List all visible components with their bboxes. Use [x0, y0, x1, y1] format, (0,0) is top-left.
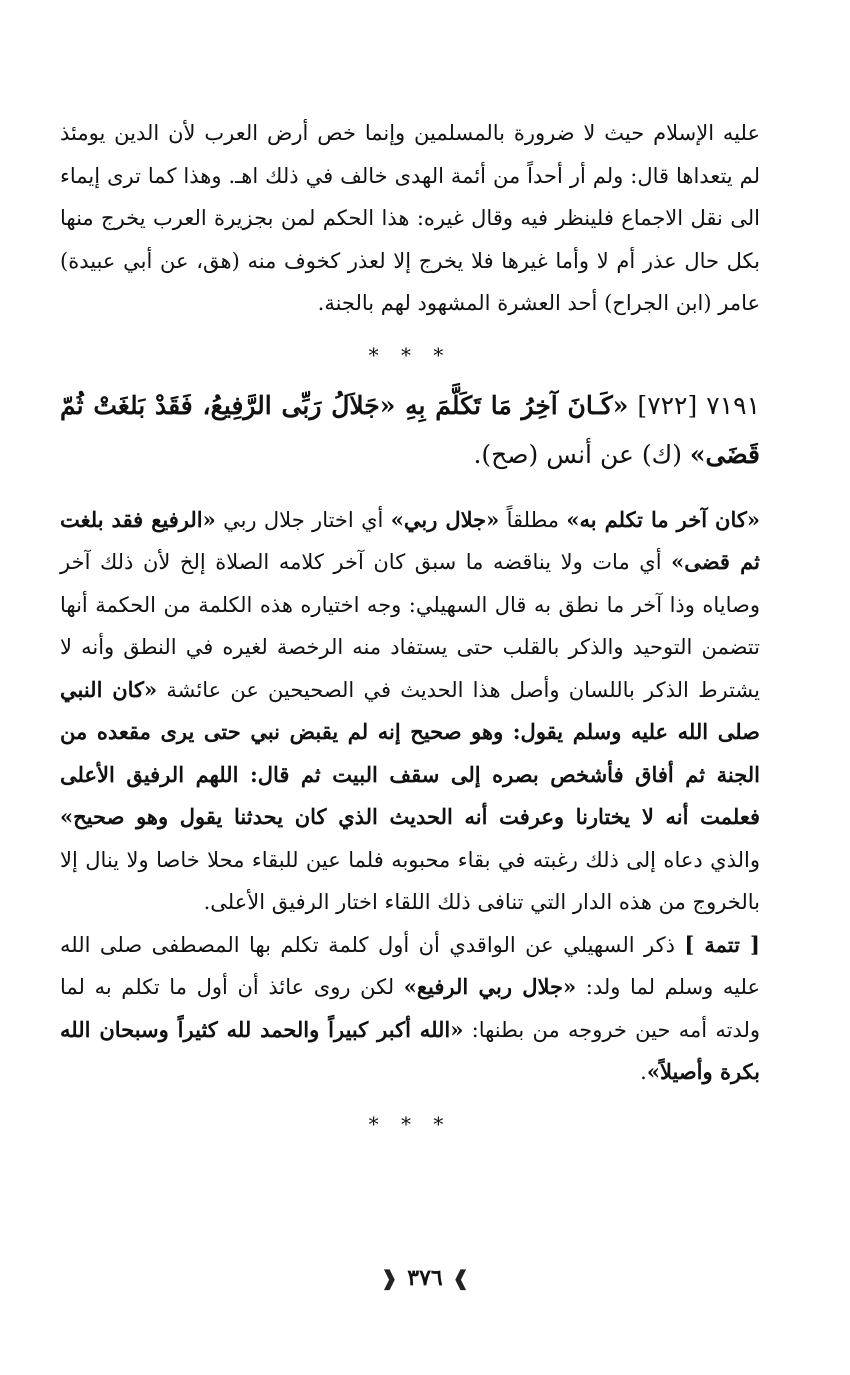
commentary-text: أي مات ولا يناقضه ما سبق كان آخر كلامه الصلاة إلخ لأن ذلك آخر وصاياه وذا آخر ما نطق به قال السهيلي: وجه اختياره هذه الكلمة من الحكمة أنها تتضمن التوحيد والذكر بالقلب حتى يستفاد منه الرخصة لغيره في النطق وأنه لا يشترط الذكر باللسان وأصل هذا الحديث في الصحيحين عن عائشة [60, 550, 760, 702]
commentary-quote: «جلال ربي» [390, 506, 500, 532]
tatimma-text: . [640, 1060, 647, 1084]
commentary-text: والذي دعاه إلى ذلك رغبته في بقاء محبوبه فلما عين للبقاء محلا خاصا ولا ينال إلا بالخروج من هذه الدار التي تنافى ذلك اللقاء اختار الرفيق الأعلى. [60, 847, 760, 914]
intro-paragraph: عليه الإسلام حيث لا ضرورة بالمسلمين وإنما خص أرض العرب لأن الدين يومئذ لم يتعداها قال: ولم أر أحداً من أئمة الهدى خالف في ذلك اهـ. وهذا كما ترى إيماء الى نقل الاجماع فلينظر فيه وقال غيره: هذا الحكم لمن بجزيرة العرب يخرج منها بكل حال عذر أم لا وأما غيرها فلا يخرج إلا لعذر كخوف منه (هق، عن أبي عبيدة) عامر (ابن الجراح) أحد العشرة المشهود لهم بالجنة. [60, 121, 760, 315]
separator-stars: * * * [368, 342, 452, 367]
hadith-entry [60, 381, 760, 479]
commentary-text: مطلقاً [499, 507, 567, 532]
hadith-source: (ك) عن أنس (صح). [473, 439, 682, 469]
tatimma-text: لكن روى عائذ أن أول ما تكلم به لما ولدته أمه حين خروجه من بطنها: [60, 975, 760, 1042]
commentary-quote: «كان النبي صلى الله عليه وسلم يقول: وهو صحيح إنه لم يقبض نبي حتى يرى مقعده من الجنة ثم أفاق فأشخص بصره إلى سقف البيت ثم قال: اللهم الرفيق الأعلى فعلمت أنه لا يختارنا وعرفت أنه الحديث الذي كان يحدثنا يقول وهو صحيح» [60, 676, 760, 829]
hadith-number: ٧١٩١ [706, 390, 761, 420]
commentary-paragraph [60, 499, 760, 924]
ornament-icon: ❰ [380, 1266, 398, 1290]
page-body [60, 112, 760, 1150]
commentary-quote: «كان آخر ما تكلم به» [566, 506, 760, 532]
tatimma-text: ذكر السهيلي عن الواقدي أن أول كلمة تكلم بها المصطفى صلى الله عليه وسلم لما ولد: [60, 932, 760, 999]
tatimma-quote: «جلال ربي الرفيع» [403, 974, 577, 999]
page-number: ٣٧٦ [407, 1265, 443, 1291]
commentary-text: أي اختار جلال ربي [215, 507, 391, 532]
page-footer [0, 1265, 850, 1291]
tatimma-paragraph [60, 924, 760, 1094]
ornament-icon: ❱ [452, 1266, 470, 1290]
commentary-quote: «الرفيع فقد بلغت ثم قضى» [60, 506, 760, 574]
separator-stars: * * * [368, 1111, 452, 1136]
hadith-reference: [٧٢٢] [637, 390, 698, 420]
hadith-text: «كَـانَ آخِرُ مَا تَكَلَّمَ بِهِ «جَلاَلُ رَبِّى الرَّفِيعُ، فَقَدْ بَلغَتْ ثُمّ قَضَى» [60, 390, 760, 469]
tatimma-label: [ تتمة ] [684, 931, 760, 957]
tatimma-quote: «الله أكبر كبيراً والحمد لله كثيراً وسبحان الله بكرة وأصيلاً» [60, 1016, 760, 1084]
